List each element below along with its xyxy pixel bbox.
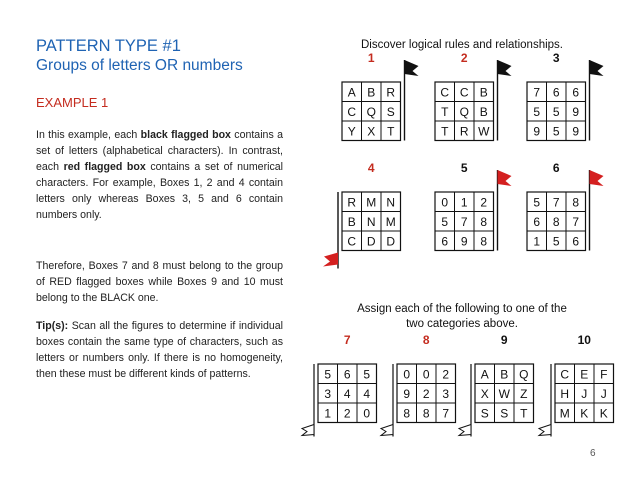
- grid-cell-char: R: [347, 195, 357, 210]
- page-number: 6: [590, 448, 596, 459]
- grid-cell-char: 5: [552, 104, 560, 119]
- grid-cell-char: T: [441, 124, 449, 139]
- red-flag-icon: [323, 253, 338, 267]
- slide-subtitle: Groups of letters OR numbers: [36, 57, 243, 74]
- grid-cell-char: 8: [403, 406, 411, 421]
- grid-cell-char: Z: [520, 386, 528, 401]
- test-box-label: 10: [577, 333, 591, 347]
- grid-cell-char: R: [386, 85, 396, 100]
- assign-instruction-line1: Assign each of the following to one of the: [357, 303, 567, 315]
- grid-cell-char: 6: [441, 234, 449, 249]
- test-box-label: 7: [343, 333, 351, 347]
- tip-label: Tip(s):: [36, 320, 69, 332]
- grid-cell-char: 7: [533, 85, 541, 100]
- grid-cell-char: T: [387, 124, 395, 139]
- grid-cell-char: 6: [572, 85, 580, 100]
- grid-cell-char: 2: [422, 386, 430, 401]
- grid-cell-char: 1: [324, 406, 332, 421]
- test-box-label: 8: [422, 333, 430, 347]
- category-box-5: [435, 161, 512, 251]
- grid-cell-char: N: [386, 195, 396, 210]
- grid-cell-char: 9: [403, 386, 411, 401]
- grid-cell-char: C: [440, 85, 450, 100]
- grid-cell-char: M: [385, 214, 396, 229]
- grid-cell-char: D: [386, 234, 396, 249]
- grid-cell-char: C: [347, 104, 357, 119]
- category-box-1: [342, 51, 419, 141]
- grid-cell-char: 5: [552, 234, 560, 249]
- grid-cell-char: 4: [343, 386, 351, 401]
- grid-cell-char: B: [479, 104, 488, 119]
- grid-cell-char: X: [480, 386, 489, 401]
- grid-cell-char: A: [347, 85, 356, 100]
- grid-cell-char: 5: [533, 104, 541, 119]
- grid-cell-char: 7: [460, 214, 468, 229]
- grid-cell-char: Q: [519, 367, 529, 382]
- category-box-6: [527, 161, 604, 251]
- grid-cell-char: 5: [552, 124, 560, 139]
- grid-cell-char: Q: [366, 104, 376, 119]
- grid-cell-char: K: [580, 406, 589, 421]
- category-box-4: [323, 161, 401, 269]
- test-box-8: [381, 333, 456, 437]
- explanation-paragraph: [36, 127, 283, 223]
- grid-cell-char: J: [600, 386, 607, 401]
- tip-paragraph: [36, 318, 283, 382]
- explanation-text-2: contains a set of letters (alphabetical characters). In contrast, each: [36, 129, 283, 173]
- grid-cell-char: W: [498, 386, 510, 401]
- grid-cell-char: R: [459, 124, 469, 139]
- explanation-bold-black: black flagged box: [140, 129, 231, 141]
- grid-cell-char: C: [347, 234, 357, 249]
- grid-cell-char: H: [560, 386, 570, 401]
- example-label: EXAMPLE 1: [36, 95, 109, 110]
- grid-cell-char: T: [441, 104, 449, 119]
- grid-cell-char: 7: [572, 214, 580, 229]
- black-flag-icon: [405, 60, 419, 76]
- empty-flag-icon: [539, 425, 551, 436]
- grid-cell-char: 8: [572, 195, 580, 210]
- puzzle-figure: [300, 30, 620, 450]
- grid-cell-char: 9: [533, 124, 541, 139]
- grid-cell-char: S: [480, 406, 489, 421]
- grid-cell-char: M: [559, 406, 570, 421]
- explanation-text-3: contains a set of numerical characters. For example, Boxes 1, 2 and 4 contain letters only whereas Boxes 3, 5 and 6 contain numbers only.: [36, 161, 283, 221]
- grid-cell-char: 6: [533, 214, 541, 229]
- assign-instruction-line2: two categories above.: [406, 318, 518, 330]
- conclusion-paragraph: Therefore, Boxes 7 and 8 must belong to the group of RED flagged boxes while Boxes 9 and 10 must belong to the BLACK one.: [36, 260, 283, 304]
- category-box-label: 3: [552, 51, 560, 65]
- category-box-label: 6: [552, 161, 560, 175]
- grid-cell-char: 8: [480, 214, 488, 229]
- grid-cell-char: C: [560, 367, 570, 382]
- grid-cell-char: 2: [343, 406, 351, 421]
- grid-cell-char: C: [459, 85, 469, 100]
- grid-cell-char: 9: [460, 234, 468, 249]
- grid-cell-char: 1: [533, 234, 541, 249]
- empty-flag-icon: [381, 425, 393, 436]
- slide-title: PATTERN TYPE #1: [36, 37, 181, 55]
- grid-cell-char: F: [600, 367, 608, 382]
- grid-cell-char: A: [480, 367, 489, 382]
- category-box-3: [527, 51, 604, 141]
- grid-cell-char: D: [366, 234, 376, 249]
- grid-cell-char: 4: [363, 386, 371, 401]
- grid-cell-char: 6: [552, 85, 560, 100]
- grid-cell-char: T: [520, 406, 528, 421]
- red-flag-icon: [590, 170, 604, 186]
- grid-cell-char: B: [347, 214, 356, 229]
- grid-cell-char: 1: [460, 195, 468, 210]
- grid-cell-char: B: [479, 85, 488, 100]
- grid-cell-char: 5: [441, 214, 449, 229]
- grid-cell-char: J: [581, 386, 588, 401]
- grid-cell-char: 5: [324, 367, 332, 382]
- grid-cell-char: Q: [459, 104, 469, 119]
- grid-cell-char: W: [478, 124, 490, 139]
- grid-cell-char: 0: [403, 367, 411, 382]
- grid-cell-char: B: [367, 85, 376, 100]
- grid-cell-char: 9: [572, 124, 580, 139]
- grid-cell-char: E: [580, 367, 589, 382]
- grid-cell-char: 6: [343, 367, 351, 382]
- test-box-label: 9: [500, 333, 508, 347]
- black-flag-icon: [498, 60, 512, 76]
- category-box-label: 1: [367, 51, 375, 65]
- grid-cell-char: N: [366, 214, 376, 229]
- puzzle-heading: Discover logical rules and relationships.: [361, 39, 563, 51]
- grid-cell-char: 2: [442, 367, 450, 382]
- black-flag-icon: [590, 60, 604, 76]
- grid-cell-char: 6: [572, 234, 580, 249]
- grid-cell-char: 7: [552, 195, 560, 210]
- grid-cell-char: 5: [363, 367, 371, 382]
- test-box-10: [539, 333, 614, 437]
- grid-cell-char: 5: [533, 195, 541, 210]
- empty-flag-icon: [302, 425, 314, 436]
- grid-cell-char: 8: [422, 406, 430, 421]
- category-box-label: 4: [367, 161, 375, 175]
- grid-cell-char: 8: [552, 214, 560, 229]
- grid-cell-char: 3: [324, 386, 332, 401]
- grid-cell-char: B: [500, 367, 509, 382]
- category-box-label: 5: [460, 161, 468, 175]
- grid-cell-char: 3: [442, 386, 450, 401]
- grid-cell-char: 9: [572, 104, 580, 119]
- grid-cell-char: 0: [441, 195, 449, 210]
- grid-cell-char: M: [366, 195, 377, 210]
- puzzle-boxes: [302, 51, 614, 437]
- category-box-label: 2: [460, 51, 468, 65]
- grid-cell-char: Y: [347, 124, 356, 139]
- red-flag-icon: [498, 170, 512, 186]
- grid-cell-char: S: [500, 406, 509, 421]
- grid-cell-char: K: [599, 406, 608, 421]
- test-box-7: [302, 333, 377, 437]
- tip-text: Scan all the figures to determine if individual boxes contain the same type of characters, such as letters or numbers only. If there is no homogeneity, then these must be different kinds of patterns.: [36, 320, 283, 380]
- explanation-bold-red: red flagged box: [63, 161, 146, 173]
- test-box-9: [459, 333, 534, 437]
- grid-cell-char: 8: [480, 234, 488, 249]
- grid-cell-char: X: [367, 124, 376, 139]
- grid-cell-char: 0: [422, 367, 430, 382]
- grid-cell-char: 0: [363, 406, 371, 421]
- grid-cell-char: 7: [442, 406, 450, 421]
- category-box-2: [435, 51, 512, 141]
- empty-flag-icon: [459, 425, 471, 436]
- grid-cell-char: S: [386, 104, 395, 119]
- grid-cell-char: 2: [480, 195, 488, 210]
- explanation-text-1: In this example, each: [36, 129, 141, 141]
